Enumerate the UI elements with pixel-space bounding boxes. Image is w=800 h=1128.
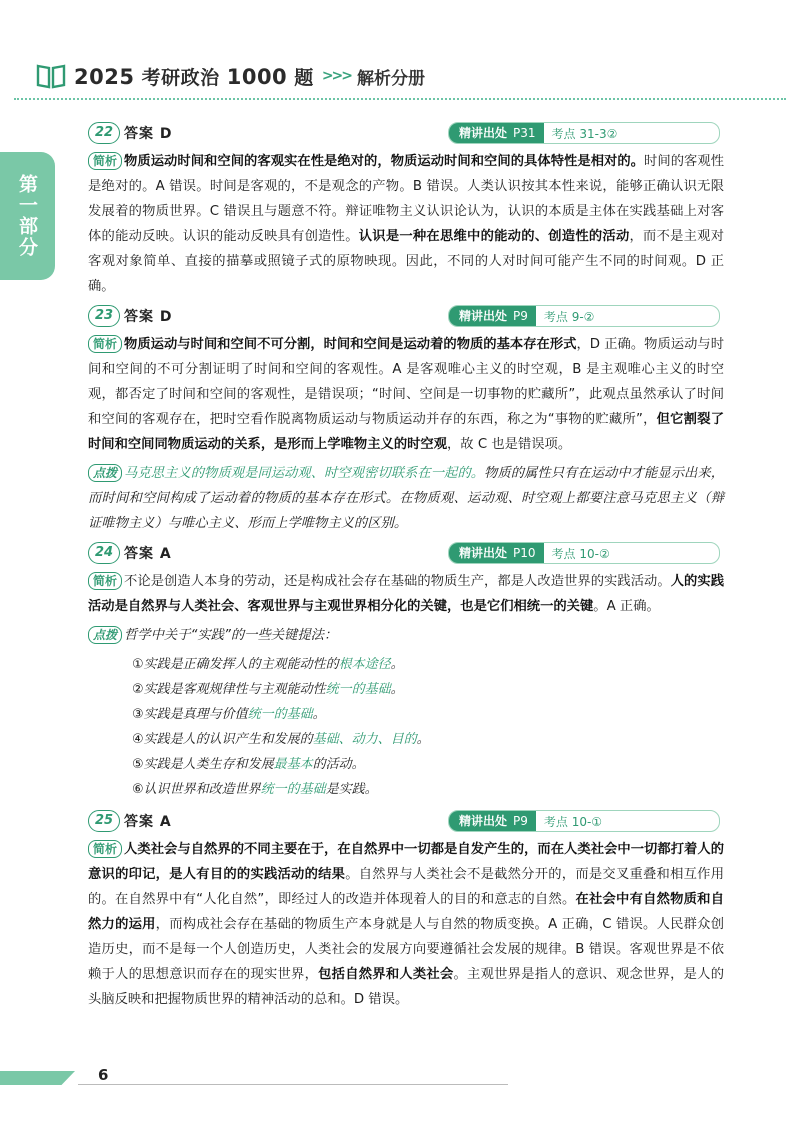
body-text: ，D 正确。物质运动与时间和空间的不可分割证明了时间和空间的客观性。A 是客观唯心主义的时空观，B 是主观唯心主义的时空观，都否定了时间和空间的客观性，是错误项；“时间、空间是一切事物的贮藏所”，此观点虽然承认了时间和空间的客观存在，把时空看作脱离物质运动与物质运动并存的东西，称之为“事物的贮藏所”，: [88, 337, 725, 427]
footer-line: [78, 1084, 508, 1085]
list-text: 。: [390, 682, 404, 697]
tip-paragraph: [88, 623, 724, 648]
answer-label: 答案 A: [124, 814, 172, 830]
list-highlight: 最基本: [273, 757, 313, 772]
page-header: [36, 58, 425, 94]
tip-tag: 点拨: [88, 626, 122, 644]
answer-row: [88, 305, 724, 327]
reference-label: 精讲出处: [449, 543, 513, 563]
tip-text: 哲学中关于“实践”的一些关键提法：: [124, 628, 338, 643]
list-item: [132, 652, 724, 677]
list-text: ⑤实践是人类生存和发展: [132, 757, 274, 772]
footer-bar: [0, 1071, 75, 1085]
list-text: 。: [416, 732, 430, 747]
analysis-paragraph: [88, 837, 724, 1012]
reference-page: P9: [513, 811, 536, 831]
key-point-text: 物质运动时间和空间的客观实在性是绝对的，物质运动时间和空间的具体特性是相对的。: [124, 154, 645, 169]
list-highlight: 统一的基础: [247, 707, 313, 722]
analysis-tag: 简析: [88, 840, 122, 858]
answer-content: [88, 122, 724, 1018]
reference-page: P9: [513, 306, 536, 326]
question-number: 24: [88, 542, 120, 564]
analysis-tag: 简析: [88, 572, 122, 590]
reference-point: 考点 10-②: [551, 546, 610, 561]
key-point-text: 人的实践活动是自然界与人类社会、客观世界与主观世界相分化的关键，也是它们相统一的关键: [88, 574, 724, 614]
list-highlight: 统一的基础: [260, 782, 326, 797]
key-point-text: 物质运动与时间和空间不可分割，时间和空间是运动着的物质的基本存在形式: [124, 337, 577, 352]
reference-page: P31: [513, 123, 544, 143]
reference-label: 精讲出处: [449, 306, 513, 326]
reference-page: P10: [513, 543, 544, 563]
reference-box: [448, 542, 720, 564]
body-text: ，而不是主观对客观对象简单、直接的描摹或照镜子式的原物映现。因此，不同的人对时间可能产生不同的时间观。D 正确。: [88, 229, 725, 294]
key-point-text: 认识是一种在思维中的能动的、创造性的活动: [358, 229, 630, 244]
tip-paragraph: [88, 461, 724, 536]
tip-text: 物质的属性只有在运动中才能显示出来，而时间和空间构成了运动着的物质的基本存在形式。在物质观、运动观、时空观上都要注意马克思主义（辩证唯物主义）与唯心主义、形而上学唯物主义的区别。: [88, 466, 725, 531]
page-number: 6: [98, 1066, 109, 1084]
body-text: 。主观世界是指人的意识、观念世界，是人的头脑反映和把握物质世界的精神活动的总和。D 错误。: [88, 967, 725, 1007]
analysis-paragraph: [88, 332, 724, 457]
header-title: 2025 考研政治 1000 题: [74, 64, 314, 89]
analysis-tag: 简析: [88, 335, 122, 353]
key-point-text: 在社会中有自然物质和自然力的运用: [88, 892, 724, 932]
reference-point: 考点 9-②: [543, 309, 595, 324]
list-text: 的活动。: [312, 757, 365, 772]
key-point-text: 但它割裂了时间和空间同物质运动的关系，是形而上学唯物主义的时空观: [88, 412, 725, 452]
list-text: ②实践是客观规律性与主观能动性: [132, 682, 326, 697]
section-tab: 第一部分: [0, 152, 55, 280]
body-text: 不论是创造人本身的劳动，还是构成社会存在基础的物质生产，都是人改造世界的实践活动。: [124, 574, 671, 589]
reference-box: [448, 810, 720, 832]
header-divider: [14, 98, 786, 100]
question-number: 23: [88, 305, 120, 327]
answer-row: [88, 542, 724, 564]
list-item: [132, 677, 724, 702]
body-text: ，故 C 也是错误项。: [447, 437, 572, 452]
question-block: [88, 122, 724, 299]
answer-label: 答案 D: [124, 126, 173, 142]
answer-row: [88, 810, 724, 832]
list-item: [132, 727, 724, 752]
list-text: ⑥认识世界和改造世界: [132, 782, 261, 797]
body-text: 。自然界与人类社会不是截然分开的，而是交叉重叠和相互作用的。在自然界中有“人化自然”，即经过人的改造并体现着人的目的和意志的自然。: [88, 867, 724, 907]
reference-box: [448, 122, 720, 144]
answer-label: 答案 A: [124, 546, 172, 562]
reference-label: 精讲出处: [449, 123, 513, 143]
book-icon: [36, 63, 66, 89]
tip-highlight: 马克思主义的物质观是同运动观、时空观密切联系在一起的。: [124, 466, 485, 481]
reference-label: 精讲出处: [449, 811, 513, 831]
reference-point: 考点 31-3②: [551, 126, 618, 141]
question-block: [88, 305, 724, 536]
body-text: ，而构成社会存在基础的物质生产本身就是人与自然的物质变换。A 正确，C 错误。人民群众创造历史，而不是每一个人创造历史，人类社会的发展方向要遵循社会发展的规律。B 错误。客观世界是不依赖于人的思想意识而存在的现实世界，: [88, 917, 725, 982]
practice-list: [132, 652, 724, 802]
key-point-text: 人类社会与自然界的不同主要在于，在自然界中一切都是自发产生的，而在人类社会中一切都打着人的意识的印记，是人有目的的实践活动的结果: [88, 842, 724, 882]
question-number: 25: [88, 810, 120, 832]
question-block: [88, 810, 724, 1012]
list-highlight: 基础、动力、目的: [312, 732, 417, 747]
list-text: 是实践。: [325, 782, 378, 797]
answer-row: [88, 122, 724, 144]
answer-label: 答案 D: [124, 309, 173, 325]
list-item: [132, 777, 724, 802]
tip-tag: 点拨: [88, 464, 122, 482]
header-subtitle: 解析分册: [357, 68, 426, 89]
key-point-text: 包括自然界和人类社会: [318, 967, 454, 982]
list-text: ④实践是人的认识产生和发展的: [132, 732, 313, 747]
list-text: ③实践是真理与价值: [132, 707, 248, 722]
list-highlight: 根本途径: [338, 657, 391, 672]
list-text: ①实践是正确发挥人的主观能动性的: [132, 657, 339, 672]
list-text: 。: [390, 657, 404, 672]
list-text: 。: [312, 707, 326, 722]
body-text: 时间的客观性是绝对的。A 错误。时间是客观的，不是观念的产物。B 错误。人类认识按其本性来说，能够正确认识无限发展着的物质世界。C 错误且与题意不符。辩证唯物主义认识论认为，认识的本质是主体在实践基础上对客体的能动反映。认识的能动反映具有创造性。: [88, 154, 725, 244]
header-arrows: >>>: [321, 68, 352, 84]
list-highlight: 统一的基础: [325, 682, 391, 697]
analysis-paragraph: [88, 569, 724, 619]
analysis-paragraph: [88, 149, 724, 299]
reference-point: 考点 10-①: [543, 814, 603, 829]
list-item: [132, 702, 724, 727]
question-number: 22: [88, 122, 120, 144]
body-text: 。A 正确。: [593, 599, 660, 614]
question-block: [88, 542, 724, 802]
list-item: [132, 752, 724, 777]
reference-box: [448, 305, 720, 327]
analysis-tag: 简析: [88, 152, 122, 170]
